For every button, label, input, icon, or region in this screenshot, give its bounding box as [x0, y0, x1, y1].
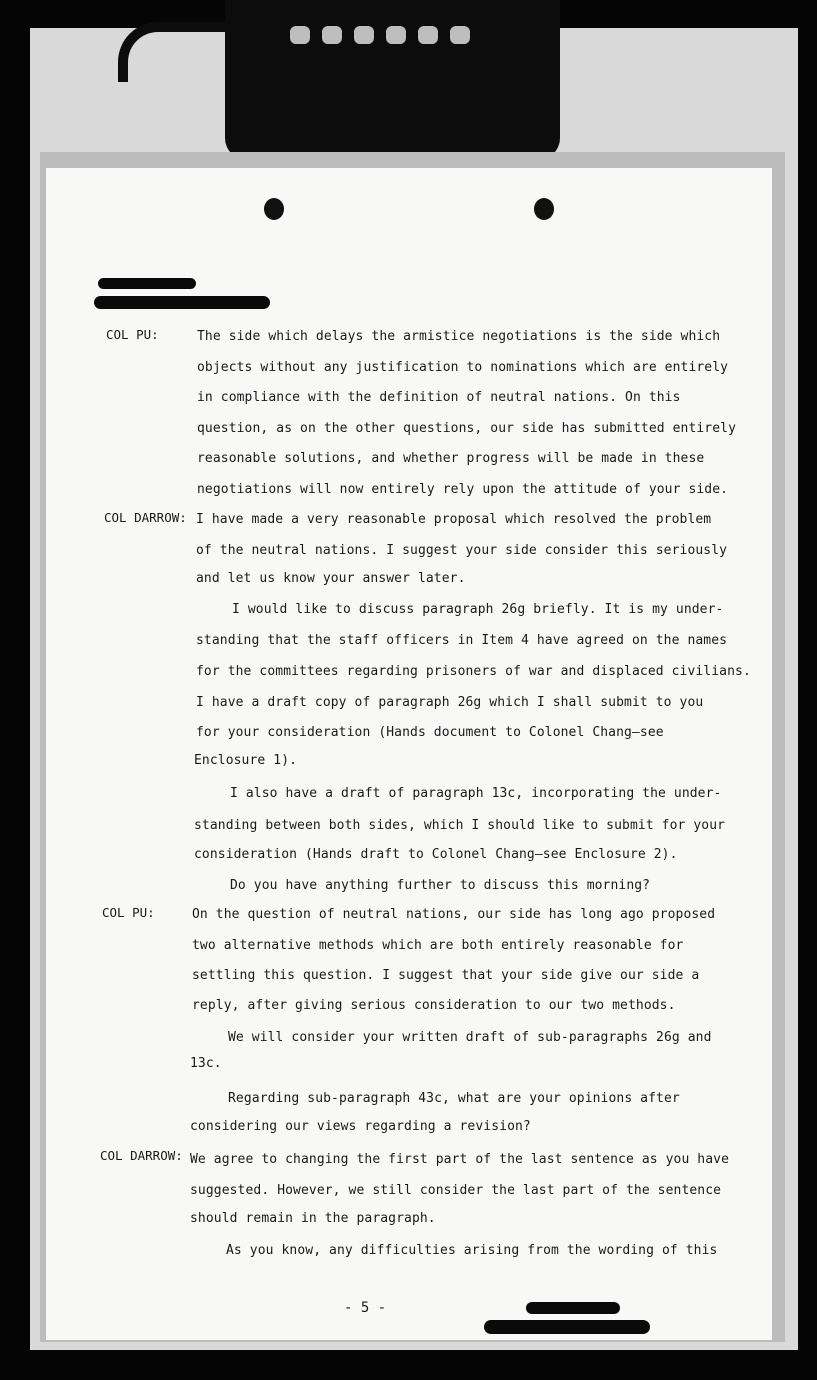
- text-line: settling this question. I suggest that your side give our side a: [192, 968, 700, 983]
- text-line: objects without any justification to nominations which are entirely: [197, 360, 729, 375]
- redaction-bar: [98, 278, 196, 289]
- speaker-label: COL DARROW:: [104, 510, 187, 525]
- text-line: We will consider your written draft of sub-paragraphs 26g and: [228, 1030, 712, 1045]
- text-line: in compliance with the definition of neutral nations. On this: [197, 390, 681, 405]
- binder-clip: [225, 0, 560, 160]
- binder-clip-teeth: [290, 26, 470, 44]
- document-page: [46, 168, 772, 1340]
- punch-hole-left: [264, 198, 284, 220]
- text-line: standing that the staff officers in Item 4 have agreed on the names: [196, 633, 728, 648]
- speaker-label: COL PU:: [106, 327, 159, 342]
- text-line: Regarding sub-paragraph 43c, what are your opinions after: [228, 1091, 680, 1106]
- redaction-bar: [484, 1320, 650, 1334]
- text-line: reasonable solutions, and whether progress will be made in these: [197, 451, 705, 466]
- text-line: consideration (Hands draft to Colonel Chang—see Enclosure 2).: [194, 847, 678, 862]
- text-line: negotiations will now entirely rely upon the attitude of your side.: [197, 482, 729, 497]
- text-line: I also have a draft of paragraph 13c, incorporating the under-: [230, 786, 722, 801]
- text-line: The side which delays the armistice negotiations is the side which: [197, 329, 721, 344]
- text-line: for the committees regarding prisoners of war and displaced civilians.: [196, 664, 751, 679]
- text-line: I have a draft copy of paragraph 26g which I shall submit to you: [196, 695, 704, 710]
- page-number: - 5 -: [344, 1300, 387, 1316]
- speaker-label: COL PU:: [102, 905, 155, 920]
- text-line: should remain in the paragraph.: [190, 1211, 436, 1226]
- text-line: I have made a very reasonable proposal which resolved the problem: [196, 512, 712, 527]
- text-line: of the neutral nations. I suggest your side consider this seriously: [196, 543, 728, 558]
- speaker-label: COL DARROW:: [100, 1148, 183, 1163]
- text-line: for your consideration (Hands document to Colonel Chang—see: [196, 725, 664, 740]
- text-line: considering our views regarding a revision?: [190, 1119, 531, 1134]
- text-line: We agree to changing the first part of the last sentence as you have: [190, 1152, 730, 1167]
- text-line: As you know, any difficulties arising from the wording of this: [226, 1243, 718, 1258]
- text-line: question, as on the other questions, our side has submitted entirely: [197, 421, 737, 436]
- text-line: and let us know your answer later.: [196, 571, 466, 586]
- redaction-bar: [526, 1302, 620, 1314]
- text-line: 13c.: [190, 1056, 222, 1071]
- text-line: standing between both sides, which I should like to submit for your: [194, 818, 726, 833]
- punch-hole-right: [534, 198, 554, 220]
- redaction-bar: [94, 296, 270, 309]
- text-line: reply, after giving serious consideration to our two methods.: [192, 998, 676, 1013]
- text-line: Enclosure 1).: [194, 753, 298, 768]
- text-line: two alternative methods which are both entirely reasonable for: [192, 938, 684, 953]
- text-line: suggested. However, we still consider the last part of the sentence: [190, 1183, 722, 1198]
- text-line: I would like to discuss paragraph 26g briefly. It is my under-: [232, 602, 724, 617]
- text-line: Do you have anything further to discuss this morning?: [230, 878, 651, 893]
- text-line: On the question of neutral nations, our side has long ago proposed: [192, 907, 716, 922]
